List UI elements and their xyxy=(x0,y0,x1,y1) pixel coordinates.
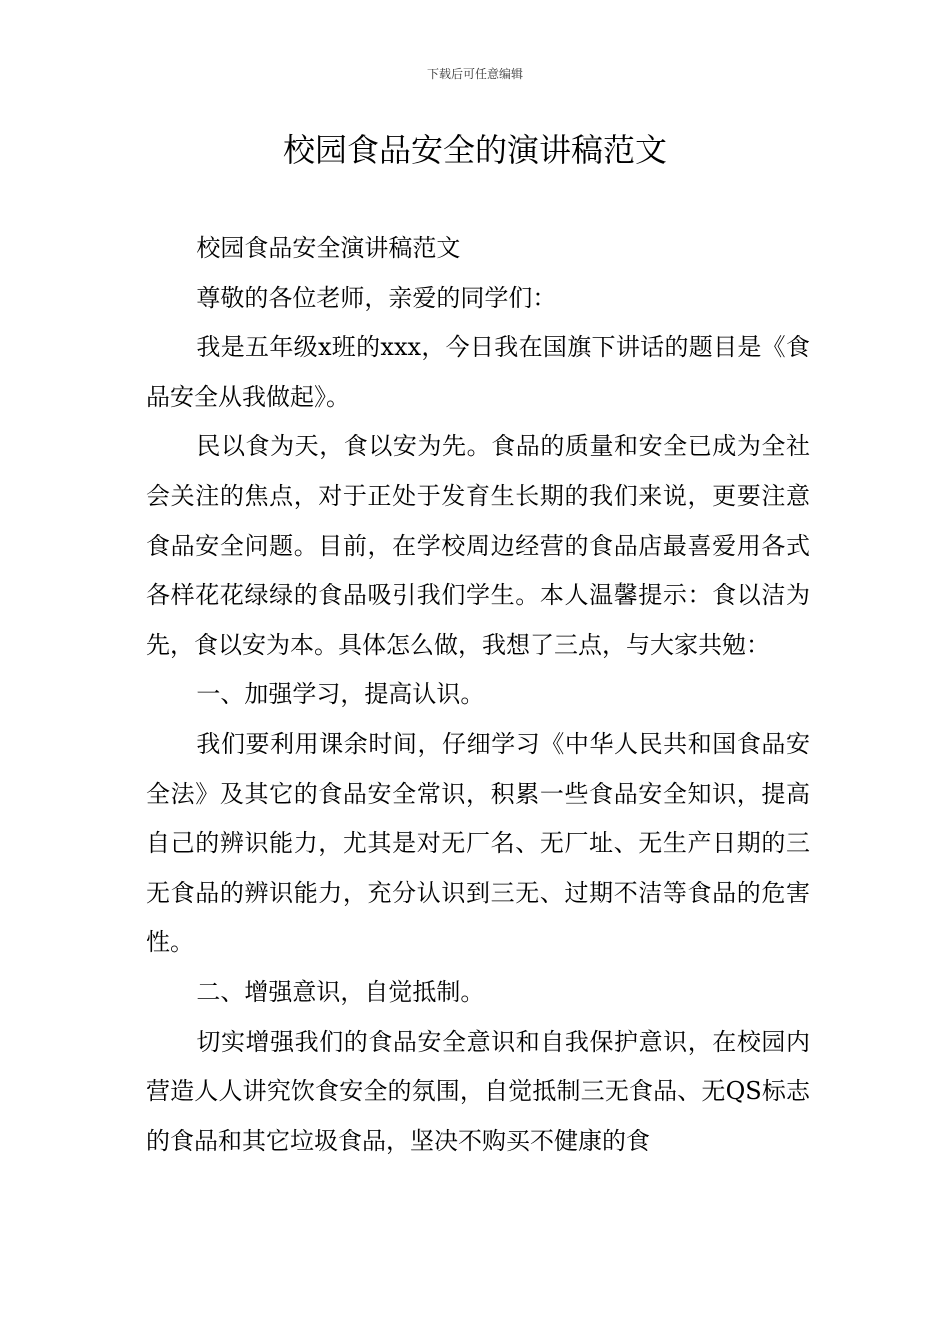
header-note: 下载后可任意编辑 xyxy=(426,67,523,81)
paragraph-point-one-heading: 一、加强学习，提高认识。 xyxy=(196,680,485,709)
paragraph-background: 民以食为天，食以安为先。食品的质量和安全已成为全社会关注的焦点，对于正处于发育生长期的我们来说，更要注意食品安全问题。目前，在学校周边经营的食品店最喜爱用各式各样花花绿绿的食品吸引我们学生。本人温馨提示：食以洁为先，食以安为本。具体怎么做，我想了三点，与大家共勉： xyxy=(146,432,810,659)
paragraph-greeting: 尊敬的各位老师，亲爱的同学们： xyxy=(196,283,557,312)
paragraph-point-two-heading: 二、增强意识，自觉抵制。 xyxy=(196,977,485,1006)
paragraph-subtitle: 校园食品安全演讲稿范文 xyxy=(196,234,461,262)
paragraph-intro: 我是五年级x班的xxx，今日我在国旗下讲话的题目是《食品安全从我做起》。 xyxy=(146,333,810,411)
paragraph-point-two-body: 切实增强我们的食品安全意识和自我保护意识，在校园内营造人人讲究饮食安全的氛围，自觉抵制三无食品、无QS标志的食品和其它垃圾食品，坚决不购买不健康的食 xyxy=(146,1027,810,1155)
document-body xyxy=(146,224,810,1166)
paragraph-point-one-body: 我们要利用课余时间，仔细学习《中华人民共和国食品安全法》及其它的食品安全常识，积累一些食品安全知识，提高自己的辨识能力，尤其是对无厂名、无厂址、无生产日期的三无食品的辨识能力，充分认识到三无、过期不洁等食品的危害性。 xyxy=(146,729,810,957)
document-title: 校园食品安全的演讲稿范文 xyxy=(282,131,667,169)
